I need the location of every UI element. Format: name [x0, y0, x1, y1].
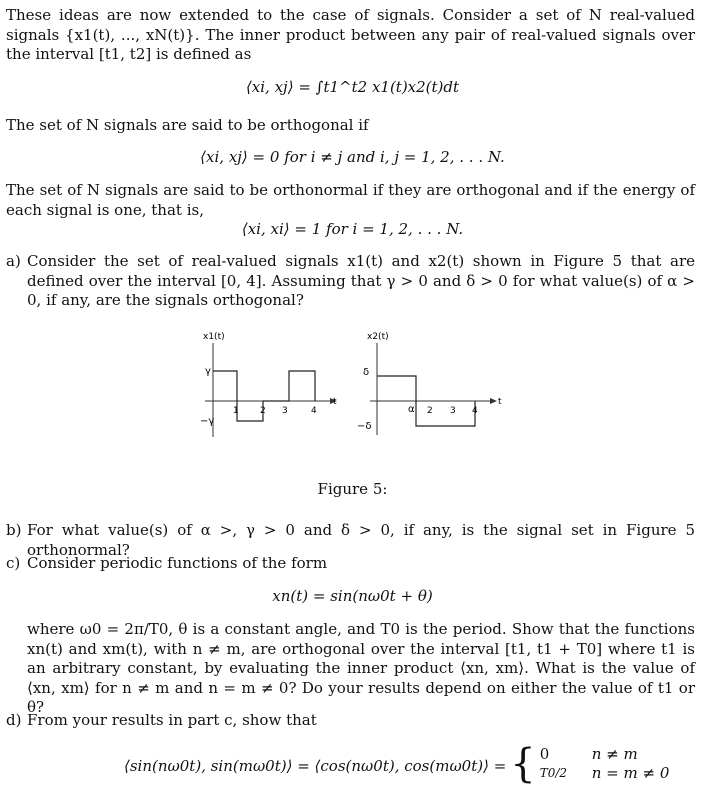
x2-tick-4: 4: [472, 406, 478, 416]
part-d: [27, 711, 695, 731]
part-c-equation: xn(t) = sin(nω0t + θ): [272, 587, 433, 605]
inner-product-equation: ⟨xi, xj⟩ = ∫t1^t2 x1(t)x2(t)dt: [245, 78, 460, 96]
x1-t-label: t: [333, 397, 337, 407]
part-b-text: For what value(s) of α >, γ > 0 and δ > 0, if any, is the signal set in Figure 5 orthonormal?: [27, 521, 695, 559]
x1-gamma-label: γ: [205, 366, 211, 377]
orthogonal-def: [6, 116, 695, 136]
x2-alpha-label: α: [408, 404, 415, 415]
part-c-text2: where ω0 = 2π/T0, θ is a constant angle, and T0 is the period. Show that the functions xn(t) and xm(t), with n ≠ m, are orthogonal over the interval [t1, t1 + T0] where t1 is an arbitrary constant, by evaluating the inner product ⟨xn, xm⟩. What is the value of ⟨xn, xm⟩ for n ≠ m and n = m ≠ 0? Do your results depend on either the value of t1 or θ?: [27, 620, 695, 716]
x2-ylabel: x2(t): [367, 332, 389, 342]
x2-neg-delta-label: −δ: [357, 421, 372, 432]
part-c-label: c): [6, 554, 21, 572]
part-c-body: [27, 620, 695, 718]
case-1-condition: n ≠ m: [591, 744, 638, 763]
part-d-equation: [124, 741, 670, 787]
figure-caption: Figure 5:: [317, 480, 388, 498]
case-2-condition: n = m ≠ 0: [591, 764, 670, 782]
x1-tick-4: 4: [311, 406, 317, 416]
part-a-text: Consider the set of real-valued signals x1(t) and x2(t) shown in Figure 5 that are defined over the interval [0, 4]. Assuming that γ > 0 and δ > 0 for what value(s) of α > 0, if any, are the signals orthogonal?: [27, 252, 695, 309]
orthonormal-equation: ⟨xi, xi⟩ = 1 for i = 1, 2, . . . N.: [241, 220, 464, 238]
orthogonal-equation: ⟨xi, xj⟩ = 0 for i ≠ j and i, j = 1, 2, . . . N.: [200, 148, 505, 166]
part-d-label: d): [6, 711, 22, 729]
orthogonal-text: The set of N signals are said to be orthogonal if: [6, 116, 369, 134]
x1-tick-3: 3: [282, 406, 288, 416]
x2-delta-label: δ: [363, 367, 370, 378]
x2-tick-3: 3: [450, 406, 456, 416]
x1-tick-1: 1: [233, 406, 239, 416]
part-c-text: Consider periodic functions of the form: [27, 554, 328, 572]
part-d-cases: [540, 745, 670, 784]
part-b-label: b): [6, 521, 22, 539]
part-a-label: a): [6, 252, 21, 270]
x2-tick-2: 2: [427, 406, 433, 416]
part-a: [27, 252, 695, 311]
intro-paragraph: [6, 6, 695, 65]
part-c: [27, 554, 695, 574]
case-1-value: 0: [539, 744, 550, 763]
orthonormal-def: [6, 181, 695, 220]
orthonormal-text: The set of N signals are said to be orthonormal if they are orthogonal and if the energy of each signal is one, that is,: [6, 181, 695, 219]
figure-5: [0, 325, 705, 475]
part-d-eq-left: ⟨sin(nω0t), sin(mω0t)⟩ = ⟨cos(nω0t), cos(mω0t)⟩ =: [124, 757, 507, 776]
plot-x1: [200, 332, 337, 437]
x2-t-arrow: [490, 398, 497, 404]
x2-t-label: t: [498, 397, 502, 407]
x1-tick-2: 2: [260, 406, 266, 416]
case-2: [540, 764, 670, 784]
case-1: [540, 745, 670, 765]
case-2-value: T0/2: [539, 766, 568, 780]
x1-neg-gamma-label: −γ: [200, 416, 215, 427]
x1-ylabel: x1(t): [203, 332, 225, 342]
intro-text: These ideas are now extended to the case of signals. Consider a set of N real-valued signals {x1(t), ..., xN(t)}. The inner product between any pair of real-valued signals over the interval [t1, t2] is defined as: [6, 6, 695, 63]
part-d-text: From your results in part c, show that: [27, 711, 317, 729]
brace: {: [510, 741, 536, 787]
plot-x2: [357, 332, 502, 435]
